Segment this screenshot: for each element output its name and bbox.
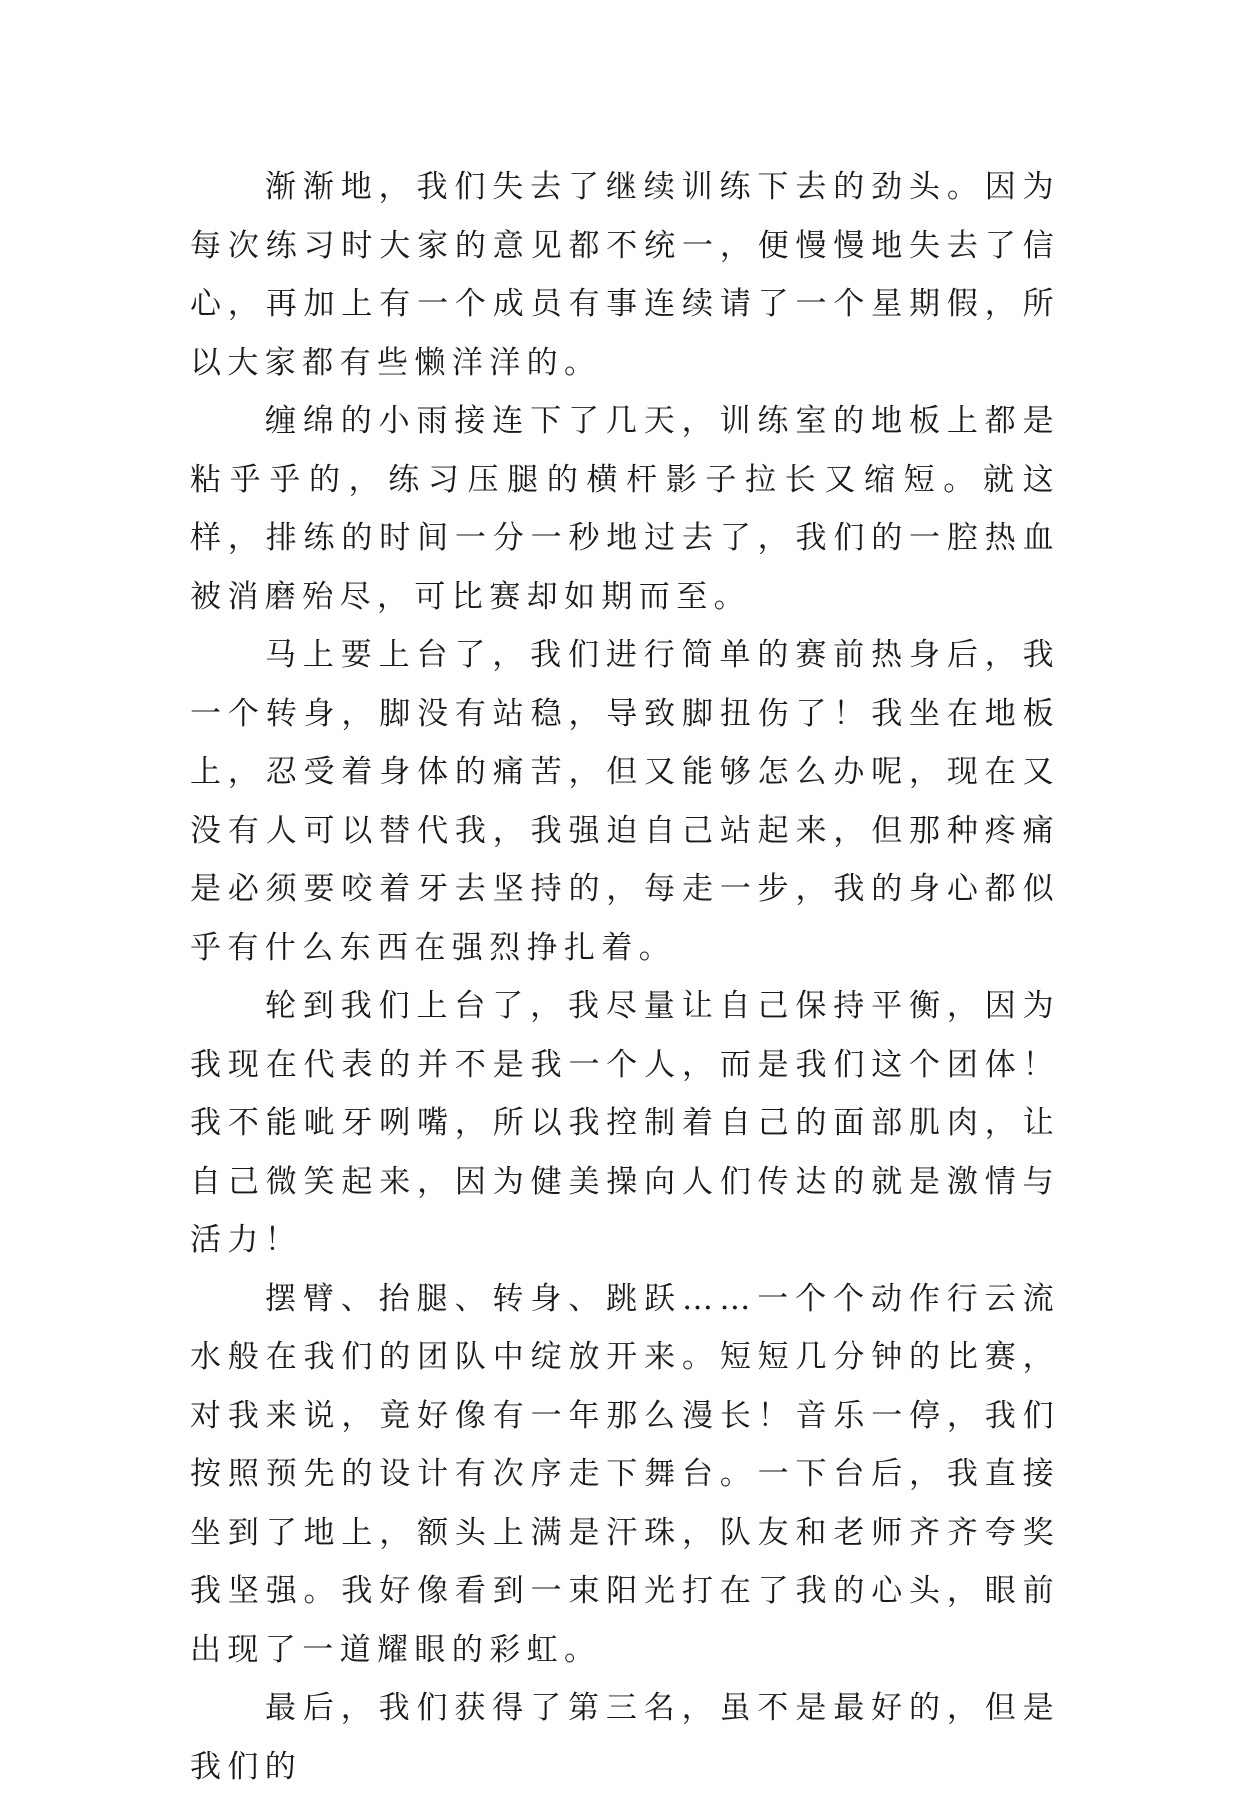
- paragraph: 摆臂、抬腿、转身、跳跃……一个个动作行云流水般在我们的团队中绽放开来。短短几分钟的比赛，对我来说，竟好像有一年那么漫长！音乐一停，我们按照预先的设计有次序走下舞台。一下台后，我直接坐到了地上，额头上满是汗珠，队友和老师齐齐夸奖我坚强。我好像看到一束阳光打在了我的心头，眼前出现了一道耀眼的彩虹。: [190, 1280, 1060, 1668]
- paragraph: 马上要上台了，我们进行简单的赛前热身后，我一个转身，脚没有站稳，导致脚扭伤了！我坐在地板上，忍受着身体的痛苦，但又能够怎么办呢，现在又没有人可以替代我，我强迫自己站起来，但那种疼痛是必须要咬着牙去坚持的，每走一步，我的身心都似乎有什么东西在强烈挣扎着。: [190, 637, 1060, 966]
- document-body: [190, 158, 1060, 1796]
- paragraph: 渐渐地，我们失去了继续训练下去的劲头。因为每次练习时大家的意见都不统一，便慢慢地失去了信心，再加上有一个成员有事连续请了一个星期假，所以大家都有些懒洋洋的。: [190, 169, 1060, 381]
- paragraph: 最后，我们获得了第三名，虽不是最好的，但是我们的: [190, 1690, 1060, 1785]
- paragraph: 缠绵的小雨接连下了几天，训练室的地板上都是粘乎乎的，练习压腿的横杆影子拉长又缩短。就这样，排练的时间一分一秒地过去了，我们的一腔热血被消磨殆尽，可比赛却如期而至。: [190, 403, 1060, 615]
- paragraph: 轮到我们上台了，我尽量让自己保持平衡，因为我现在代表的并不是我一个人，而是我们这个团体！我不能呲牙咧嘴，所以我控制着自己的面部肌肉，让自己微笑起来，因为健美操向人们传达的就是激情与活力！: [190, 988, 1060, 1258]
